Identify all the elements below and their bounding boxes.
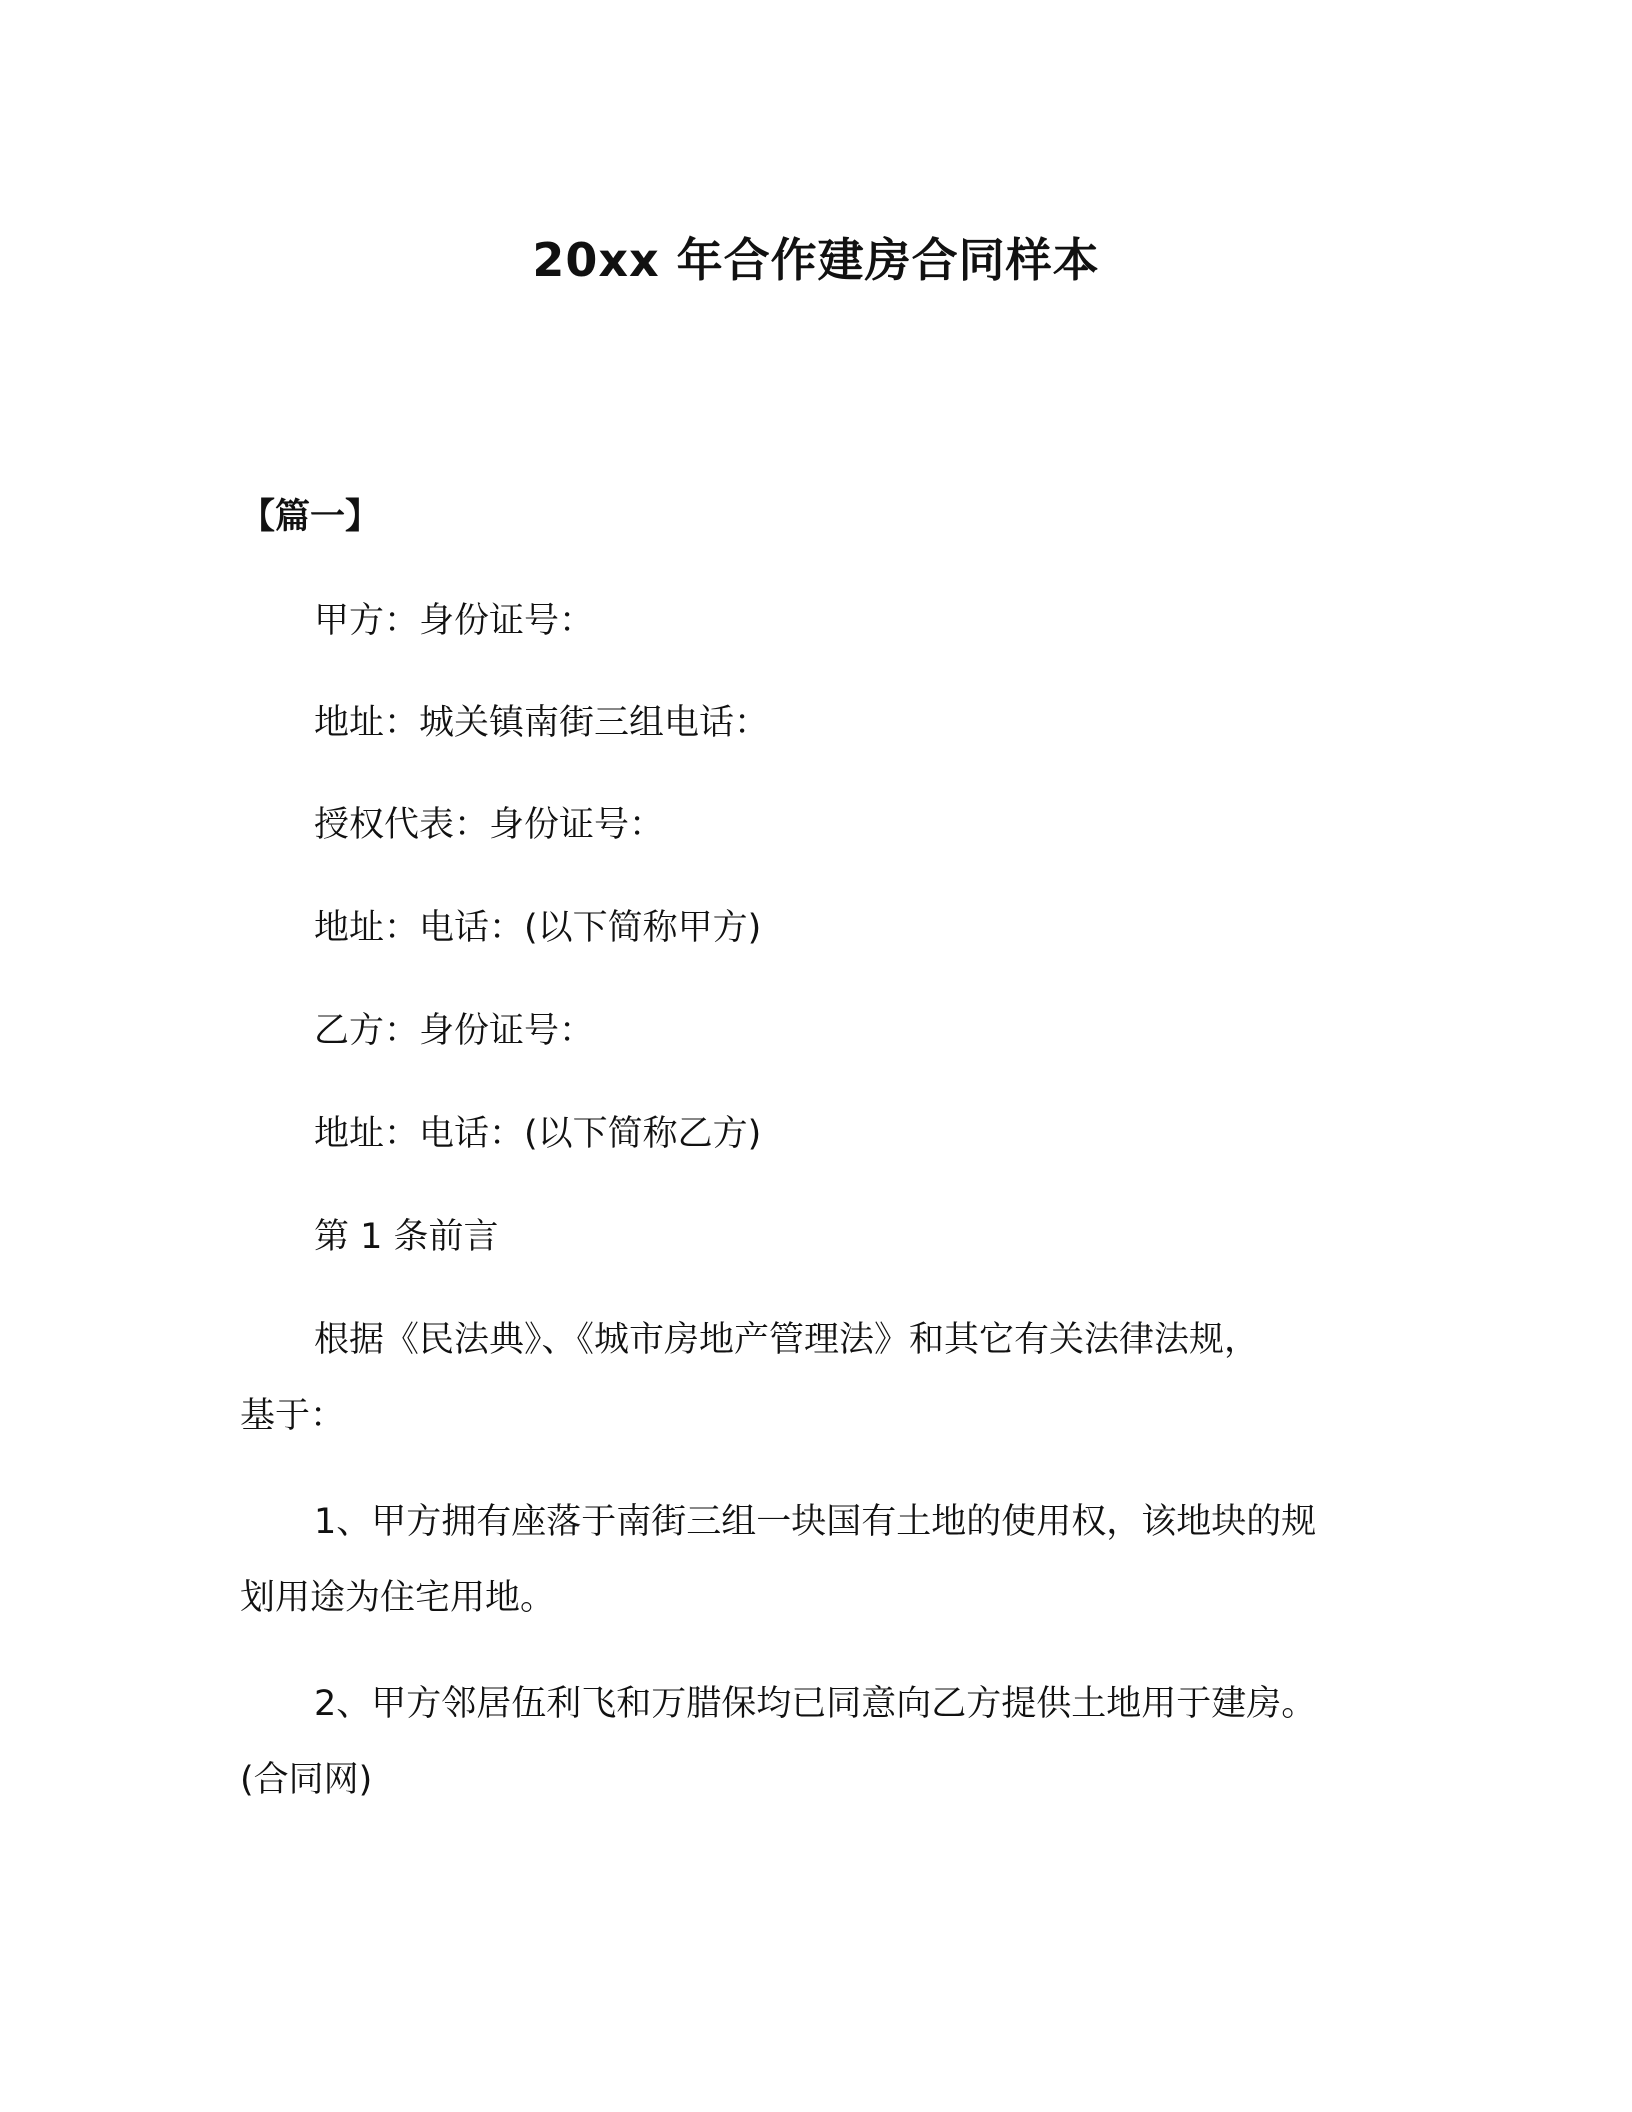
party-b-contact-line: 地址：电话：(以下简称乙方) bbox=[314, 1114, 762, 1154]
item-2-line-2: (合同网) bbox=[240, 1760, 373, 1800]
authorized-rep-line: 授权代表：身份证号： bbox=[314, 805, 665, 845]
item-2-line-1: 2、甲方邻居伍利飞和万腊保均已同意向乙方提供土地用于建房。 bbox=[314, 1684, 1317, 1724]
basis-paragraph-line-2: 基于： bbox=[240, 1396, 346, 1436]
basis-paragraph-line-1: 根据《民法典》、《城市房地产管理法》和其它有关法律法规， bbox=[314, 1320, 1260, 1360]
party-a-address-line: 地址：城关镇南街三组电话： bbox=[314, 703, 770, 743]
document-title: 20xx 年合作建房合同样本 bbox=[532, 233, 1100, 287]
party-b-line: 乙方：身份证号： bbox=[314, 1011, 595, 1051]
item-1-line-1: 1、甲方拥有座落于南街三组一块国有土地的使用权，该地块的规 bbox=[314, 1502, 1317, 1542]
item-1-line-2: 划用途为住宅用地。 bbox=[240, 1578, 556, 1618]
party-a-line: 甲方：身份证号： bbox=[314, 601, 595, 641]
section-label: 【篇一】 bbox=[240, 497, 381, 537]
article-1-heading: 第 1 条前言 bbox=[314, 1217, 499, 1257]
party-a-contact-line: 地址：电话：(以下简称甲方) bbox=[314, 908, 762, 948]
